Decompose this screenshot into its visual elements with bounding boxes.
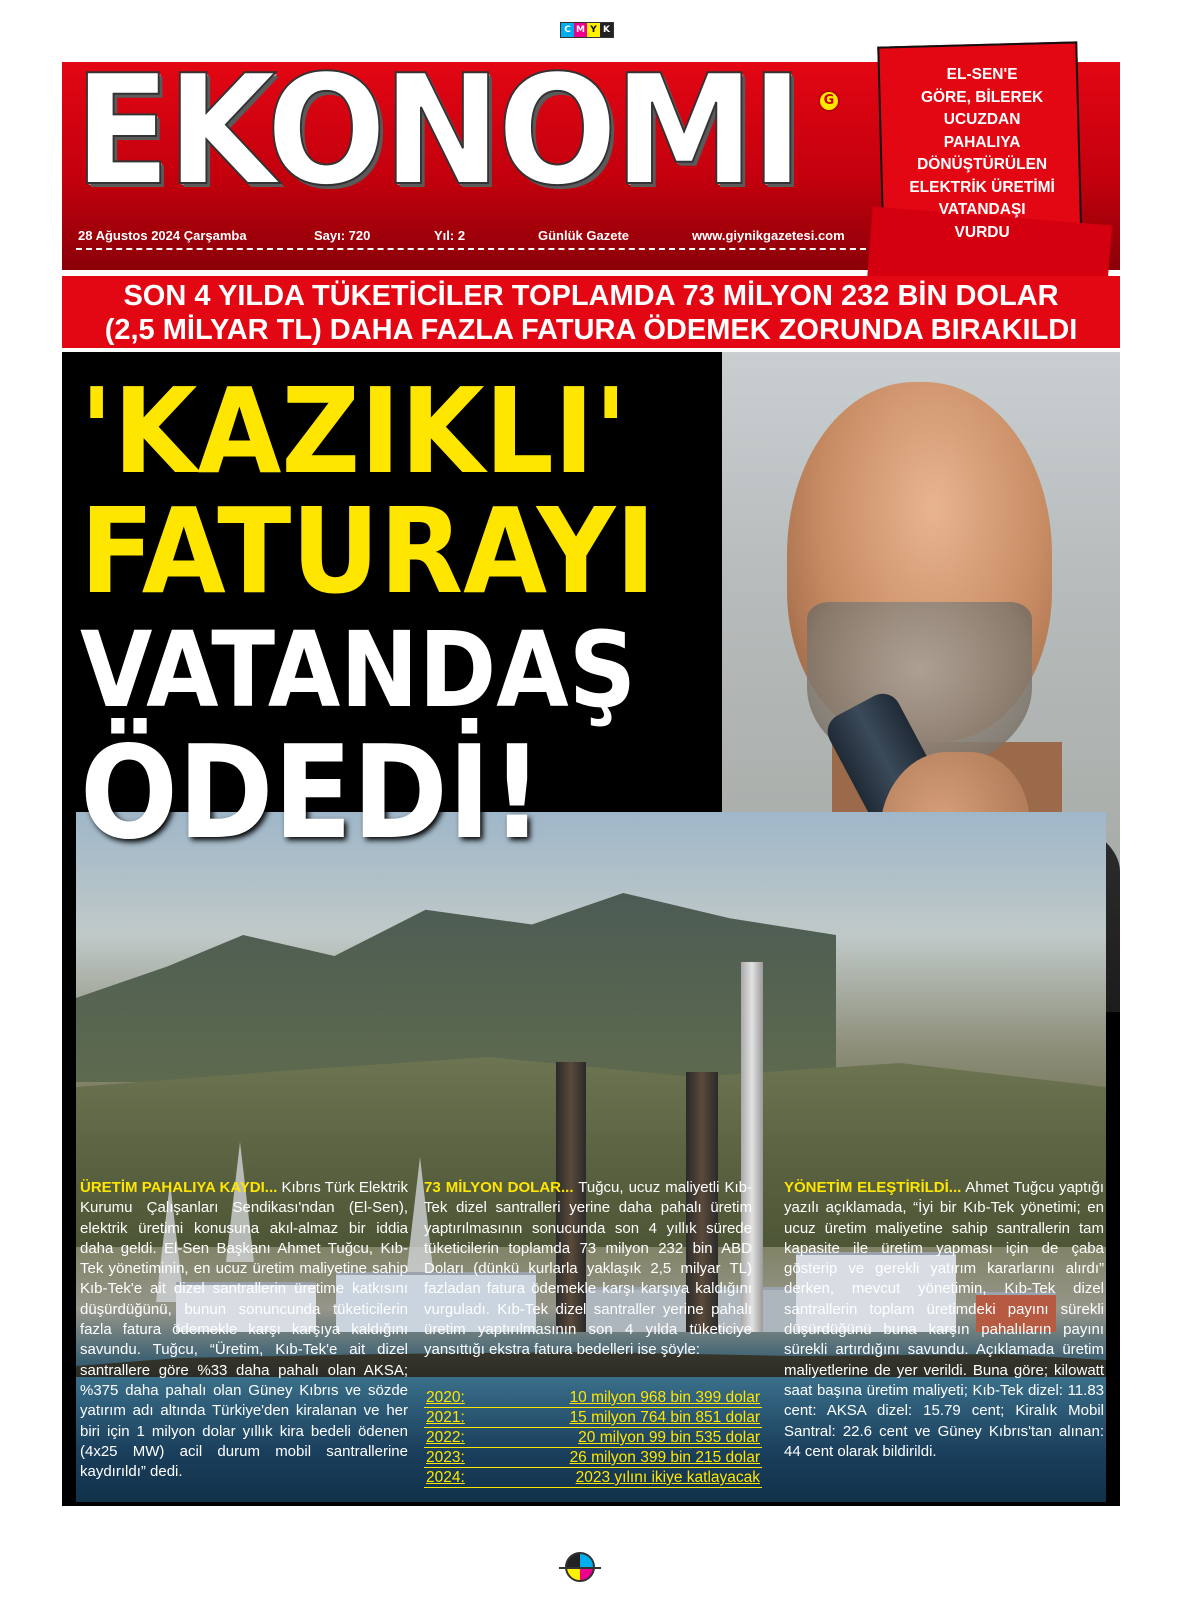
headline-line-4: ÖDEDİ! (80, 719, 544, 868)
registration-mark-icon (565, 1552, 595, 1582)
list-item (424, 1408, 762, 1428)
side-line: EL-SEN'E (946, 65, 1018, 83)
year-label: 2024: (426, 1469, 465, 1486)
masthead-title: EKONOMI (74, 42, 800, 219)
side-line: ELEKTRİK ÜRETİMİ (909, 178, 1055, 196)
issue-year: Yıl: 2 (434, 228, 466, 243)
year-label: 2021: (426, 1409, 465, 1426)
year-label: 2023: (426, 1449, 465, 1466)
year-value: 15 milyon 764 bin 851 dolar (569, 1409, 760, 1426)
year-value: 2023 yılını ikiye katlayacak (575, 1469, 760, 1486)
cmyk-m: M (574, 23, 587, 37)
issue-meta (78, 228, 858, 246)
cmyk-marker (560, 22, 614, 38)
side-callout (877, 41, 1082, 258)
list-item (424, 1428, 762, 1448)
main-story (62, 352, 1120, 1506)
side-line: DÖNÜŞTÜRÜLEN (917, 155, 1048, 173)
paper-type: Günlük Gazete (538, 228, 630, 243)
subheadline-bar (62, 276, 1120, 348)
subheadline-line-2: (2,5 MİLYAR TL) DAHA FAZLA FATURA ÖDEMEK ZORUNDA BIRAKILDI (104, 314, 1078, 346)
side-line: GÖRE, BİLEREK (920, 88, 1044, 106)
side-line: VATANDAŞI (938, 200, 1026, 218)
year-value: 26 milyon 399 bin 215 dolar (569, 1449, 760, 1466)
column-body: Ahmet Tuğcu yaptığı yazılı açıklamada, “İyi bir Kıb-Tek yönetimi; en ucuz üretim maliyetine sahip santrallerin tam kapasite ile üretim yapması için de çaba gösterip ve gerekli yatırım kararlarını alırdı” derken, mevcut yönetimin, Kıb-Tek dizel santrallerin toplam üretimdeki payını sürekli düşürdüğünü buna karşın pahalıların payını sürekli artırdığını savundu. Açıklamada üretim maliyetlerine de yer verildi. Buna göre; kilowatt saat başına üretim maliyeti; Kıb-Tek dizel: 11.83 cent: AKSA dizel: 15.79 cent; Kiralık Mobil Santral: 22.6 cent ve Güney Kıbrıs'tan alınan: 44 cent olarak bildirildi. (784, 1179, 1104, 1460)
column-lead: ÜRETİM PAHALIYA KAYDI... (80, 1179, 278, 1196)
photo-mountain (76, 872, 836, 1082)
cmyk-y: Y (587, 23, 600, 37)
masthead-logo-badge: G (818, 90, 840, 112)
side-line: VURDU (954, 223, 1010, 241)
article-column-2 (424, 1178, 752, 1361)
year-value: 20 milyon 99 bin 535 dolar (578, 1429, 760, 1446)
year-label: 2022: (426, 1429, 465, 1446)
side-line: PAHALIYA (943, 133, 1021, 151)
year-value: 10 milyon 968 bin 399 dolar (569, 1389, 760, 1406)
list-item (424, 1388, 762, 1408)
article-column-3 (784, 1178, 1104, 1462)
side-callout-text (882, 64, 1082, 244)
list-item (424, 1448, 762, 1468)
cmyk-c: C (561, 23, 574, 37)
article-column-1 (80, 1178, 408, 1482)
side-line: UCUZDAN (943, 110, 1021, 128)
cmyk-k: K (600, 23, 613, 37)
column-body: Kıbrıs Türk Elektrik Kurumu Çalışanları Sendikası'ndan (El-Sen), elektrik üretimi konusuna akıl-almaz bir iddia daha geldi. El-Sen Başkanı Ahmet Tuğcu, Kıb-Tek yönetiminin, en ucuz üretim maliyetine sahip Kıb-Tek'e ait dizel santrallerin üretime katkısını düşürdüğünü, bunun sonuncunda tüketicilerin fazla fatura ödemekle karşı karşıya kaldığını savundu. Tuğcu, “Üretim, Kıb-Tek'e ait dizel santrallere göre %33 daha pahalı olan AKSA; %375 daha pahalı olan Güney Kıbrıs ve sözde yatırım adı altında Türkiye'den kiralanan ve her biri için 1 milyon dolar yıllık kira bedeli ödenen (4x25 MW) acil durum mobil santrallerine kaydırıldı” dedi. (80, 1179, 408, 1481)
header-divider (76, 248, 876, 250)
website-link[interactable]: www.giynikgazetesi.com (692, 228, 845, 243)
year-label: 2020: (426, 1389, 465, 1406)
issue-date: 28 Ağustos 2024 Çarşamba (78, 228, 247, 243)
column-lead: 73 MİLYON DOLAR... (424, 1179, 574, 1196)
yearly-bill-list (424, 1388, 762, 1488)
issue-number: Sayı: 720 (314, 228, 371, 243)
column-lead: YÖNETİM ELEŞTİRİLDİ... (784, 1179, 962, 1196)
subheadline-line-1: SON 4 YILDA TÜKETİCİLER TOPLAMDA 73 MİLYON 232 BİN DOLAR (123, 280, 1059, 312)
headline-line-3: VATANDAŞ (80, 609, 637, 731)
column-body: Tuğcu, ucuz maliyetli Kıb-Tek dizel santralleri yerine daha pahalı üretim yaptırılmasının sonucunda son 4 yıllık sürede tüketicilerin toplamda 73 milyon 232 bin ABD Doları (dünkü kurlarla yaklaşık 2,5 milyar TL) fazladan fatura ödemekle karşı karşıya kaldığını vurguladı. Kıb-Tek dizel santraller yerine pahalı üretim yaptırılmasının son 4 yılda tüketiciye yansıttığı ekstra fatura bedelleri ise şöyle: (424, 1179, 752, 1359)
list-item (424, 1468, 762, 1488)
headline-line-2: FATURAYI (80, 482, 656, 620)
headline-line-1: 'KAZIKLI' (80, 362, 628, 500)
